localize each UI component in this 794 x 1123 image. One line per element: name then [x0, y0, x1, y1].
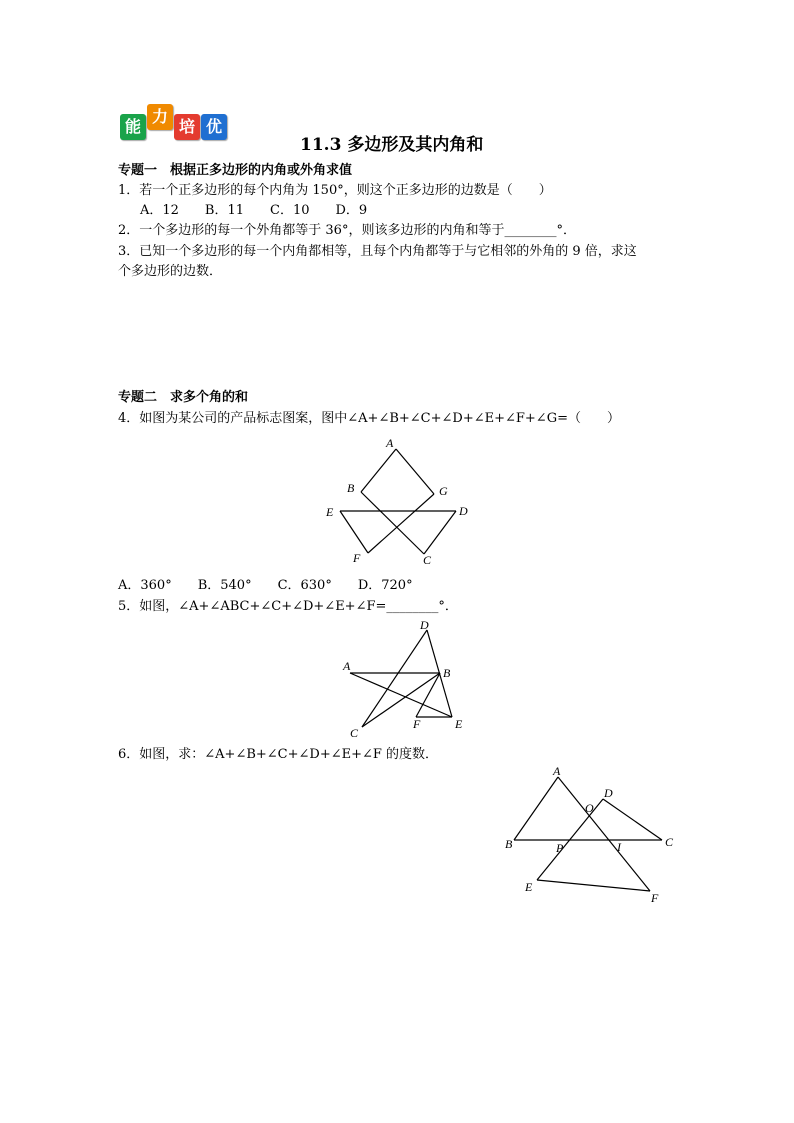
- badge-tile-1: 能: [120, 114, 146, 140]
- question-6: 6．如图，求：∠A+∠B+∠C+∠D+∠E+∠F 的度数．: [118, 747, 439, 762]
- badge-tile-3: 培: [174, 114, 200, 140]
- fig3-label-F: F: [651, 891, 659, 905]
- fig2-seg-BC: [362, 673, 440, 727]
- question-1: 1．若一个正多边形的每个内角为 150°，则这个正多边形的边数是（ ）: [118, 183, 552, 198]
- question-3-line1: 3．已知一个多边形的每一个内角都相等，且每个内角都等于与它相邻的外角的 9 倍，求这: [118, 244, 637, 259]
- fig2-label-A: A: [343, 659, 351, 673]
- fig3-label-P: P: [556, 841, 564, 855]
- figure-triangles: [500, 760, 684, 910]
- fig3-label-C: C: [665, 835, 674, 849]
- fig1-label-F: F: [353, 551, 361, 565]
- question-4-options: A．360° B．540° C．630° D．720°: [118, 578, 413, 593]
- question-2: 2．一个多边形的每一个外角都等于 36°，则该多边形的内角和等于________°．: [118, 223, 576, 238]
- fig3-label-E: E: [525, 880, 533, 894]
- fig3-seg-EF: [537, 880, 650, 891]
- fig2-label-E: E: [455, 717, 463, 731]
- figure-logo-pattern: [318, 432, 478, 572]
- badge-tile-2: 力: [147, 104, 173, 130]
- fig1-label-D: D: [459, 504, 468, 518]
- question-5: 5．如图，∠A+∠ABC+∠C+∠D+∠E+∠F=________°．: [118, 599, 458, 614]
- fig3-label-D: D: [604, 786, 613, 800]
- fig2-label-D: D: [420, 618, 429, 632]
- fig3-label-O: O: [585, 801, 594, 815]
- question-1-options: A．12 B．11 C．10 D．9: [140, 203, 368, 218]
- fig2-label-C: C: [350, 726, 359, 740]
- page-title: 11.3 多边形及其内角和: [300, 135, 484, 155]
- fig2-label-F: F: [413, 717, 421, 731]
- fig3-seg-DC: [603, 799, 662, 840]
- question-4: 4．如图为某公司的产品标志图案，图中∠A+∠B+∠C+∠D+∠E+∠F+∠G=（ ）: [118, 411, 620, 426]
- fig1-label-G: G: [439, 484, 448, 498]
- figure-star: [336, 612, 476, 742]
- fig1-seg-EF: [340, 511, 368, 553]
- fig1-label-B: B: [347, 481, 355, 495]
- fig1-seg-BC: [361, 492, 424, 554]
- fig3-label-A: A: [553, 764, 561, 778]
- fig3-seg-AB: [514, 777, 558, 840]
- fig1-label-E: E: [326, 505, 334, 519]
- fig1-seg-GF: [368, 494, 434, 553]
- fig1-seg-AB: [361, 449, 396, 492]
- fig3-label-B: B: [505, 837, 513, 851]
- section1-heading: 专题一 根据正多边形的内角或外角求值: [118, 163, 353, 178]
- section2-heading: 专题二 求多个角的和: [118, 390, 249, 405]
- question-3-line2: 个多边形的边数．: [118, 264, 223, 279]
- fig1-seg-DC: [424, 511, 456, 554]
- fig1-seg-AG: [396, 449, 434, 494]
- fig2-label-B: B: [443, 666, 451, 680]
- logo-badge: [118, 104, 230, 144]
- fig3-label-I: I: [617, 840, 621, 854]
- fig2-seg-DC: [362, 630, 427, 727]
- fig1-label-C: C: [423, 553, 432, 567]
- badge-tile-4: 优: [201, 114, 227, 140]
- fig1-label-A: A: [386, 436, 394, 450]
